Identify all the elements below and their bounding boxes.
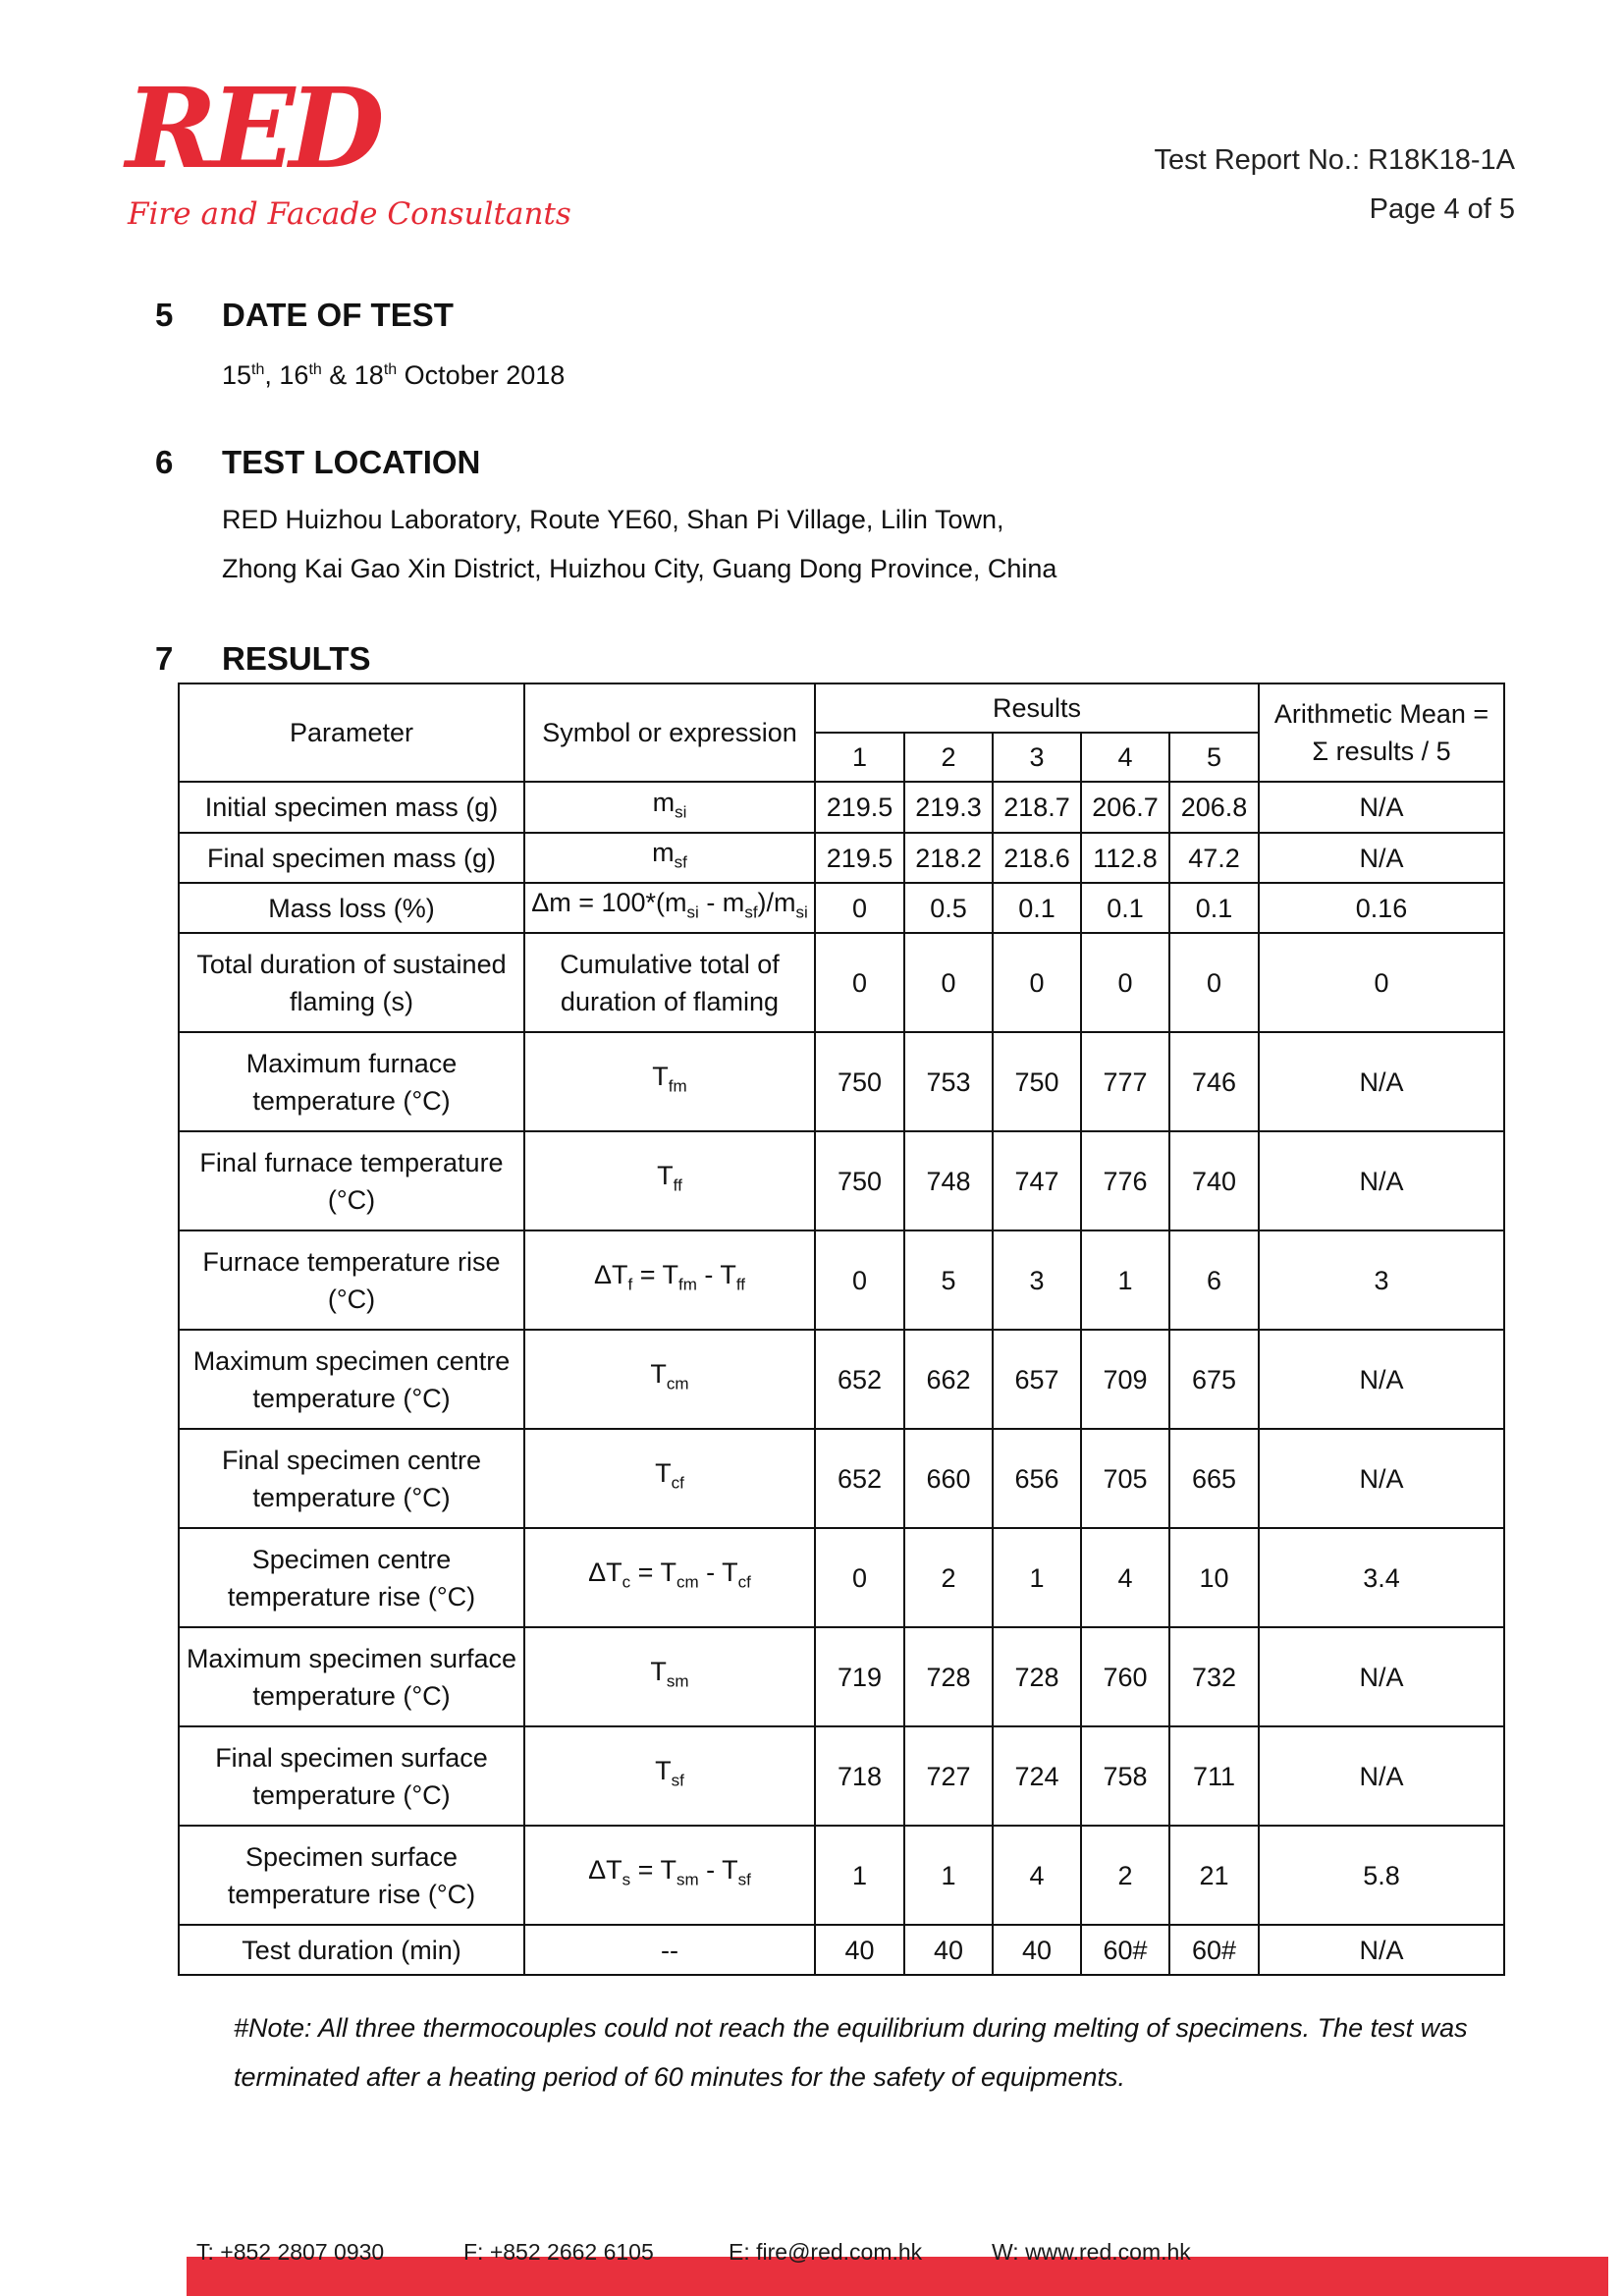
param-cell: Total duration of sustained flaming (s) (179, 933, 524, 1032)
symbol-cell: $T_{cf}$ (524, 1429, 815, 1528)
run-header: 3 (993, 733, 1081, 782)
param-cell: Mass loss (%) (179, 883, 524, 933)
mean-cell: N/A (1259, 1429, 1504, 1528)
value-cell: 218.2 (904, 833, 993, 883)
value-cell: 4 (993, 1826, 1081, 1925)
value-cell: 0 (993, 933, 1081, 1032)
table-row (179, 1230, 1504, 1330)
value-cell: 2 (1081, 1826, 1169, 1925)
section-7-number: 7 (155, 640, 174, 677)
value-cell: 60# (1169, 1925, 1259, 1975)
footer-telephone: T: +852 2807 0930 (196, 2239, 385, 2265)
run-header: 4 (1081, 733, 1169, 782)
table-row (179, 1032, 1504, 1131)
mean-cell: N/A (1259, 1627, 1504, 1726)
param-cell: Final specimen centre temperature (°C) (179, 1429, 524, 1528)
symbol-cell: $T_{sm}$ (524, 1627, 815, 1726)
value-cell: 219.5 (815, 833, 904, 883)
symbol-cell: $\Delta T_c = T_{cm} - T_{cf}$ (524, 1528, 815, 1627)
value-cell: 218.7 (993, 782, 1081, 833)
logo-tagline: Fire and Facade Consultants (128, 196, 571, 232)
value-cell: 728 (993, 1627, 1081, 1726)
table-row (179, 1330, 1504, 1429)
value-cell: 758 (1081, 1726, 1169, 1826)
value-cell: 21 (1169, 1826, 1259, 1925)
table-row (179, 1429, 1504, 1528)
value-cell: 748 (904, 1131, 993, 1230)
run-header: 2 (904, 733, 993, 782)
value-cell: 60# (1081, 1925, 1169, 1975)
value-cell: 709 (1081, 1330, 1169, 1429)
table-note: #Note: All three thermocouples could not reach the equilibrium during melting of specimens. The test was terminated after a heating period of 60 minutes for the safety of equipments. (234, 2013, 1468, 2092)
value-cell: 0 (815, 933, 904, 1032)
value-cell: 2 (904, 1528, 993, 1627)
value-cell: 112.8 (1081, 833, 1169, 883)
table-row (179, 883, 1504, 933)
param-cell: Maximum specimen surface temperature (°C) (179, 1627, 524, 1726)
param-cell: Specimen centre temperature rise (°C) (179, 1528, 524, 1627)
section-6-number: 6 (155, 444, 174, 480)
value-cell: 732 (1169, 1627, 1259, 1726)
mean-cell: 5.8 (1259, 1826, 1504, 1925)
param-cell: Maximum specimen centre temperature (°C) (179, 1330, 524, 1429)
mean-cell: N/A (1259, 1330, 1504, 1429)
value-cell: 711 (1169, 1726, 1259, 1826)
param-cell: Final specimen surface temperature (°C) (179, 1726, 524, 1826)
value-cell: 0.1 (1081, 883, 1169, 933)
value-cell: 0 (904, 933, 993, 1032)
value-cell: 740 (1169, 1131, 1259, 1230)
value-cell: 10 (1169, 1528, 1259, 1627)
value-cell: 206.7 (1081, 782, 1169, 833)
symbol-cell: $T_{cm}$ (524, 1330, 815, 1429)
value-cell: 665 (1169, 1429, 1259, 1528)
value-cell: 40 (993, 1925, 1081, 1975)
mean-cell: N/A (1259, 1131, 1504, 1230)
value-cell: 3 (993, 1230, 1081, 1330)
value-cell: 0 (815, 883, 904, 933)
value-cell: 0.1 (1169, 883, 1259, 933)
value-cell: 218.6 (993, 833, 1081, 883)
mean-cell: N/A (1259, 833, 1504, 883)
symbol-cell: $\Delta T_s = T_{sm} - T_{sf}$ (524, 1826, 815, 1925)
footer-website[interactable]: W: www.red.com.hk (992, 2239, 1191, 2265)
value-cell: 660 (904, 1429, 993, 1528)
value-cell: 747 (993, 1131, 1081, 1230)
footer-fax: F: +852 2662 6105 (463, 2239, 654, 2265)
location-line-2: Zhong Kai Gao Xin District, Huizhou City, Guang Dong Province, China (222, 554, 1057, 583)
value-cell: 0 (1081, 933, 1169, 1032)
mean-cell: N/A (1259, 1925, 1504, 1975)
mean-cell: N/A (1259, 782, 1504, 833)
value-cell: 0 (815, 1528, 904, 1627)
location-line-1: RED Huizhou Laboratory, Route YE60, Shan Pi Village, Lilin Town, (222, 505, 1004, 534)
table-row (179, 933, 1504, 1032)
value-cell: 662 (904, 1330, 993, 1429)
header-results: Results (815, 683, 1259, 733)
value-cell: 753 (904, 1032, 993, 1131)
section-5-number: 5 (155, 297, 174, 333)
param-cell: Specimen surface temperature rise (°C) (179, 1826, 524, 1925)
value-cell: 6 (1169, 1230, 1259, 1330)
mean-cell: 0 (1259, 933, 1504, 1032)
value-cell: 4 (1081, 1528, 1169, 1627)
value-cell: 657 (993, 1330, 1081, 1429)
test-dates: 15th, 16th & 18th October 2018 (222, 360, 566, 390)
param-cell: Initial specimen mass (g) (179, 782, 524, 833)
value-cell: 746 (1169, 1032, 1259, 1131)
value-cell: 724 (993, 1726, 1081, 1826)
symbol-cell: $T_{fm}$ (524, 1032, 815, 1131)
symbol-cell: $\Delta T_f = T_{fm} - T_{ff}$ (524, 1230, 815, 1330)
value-cell: 777 (1081, 1032, 1169, 1131)
value-cell: 1 (993, 1528, 1081, 1627)
value-cell: 0 (1169, 933, 1259, 1032)
value-cell: 219.3 (904, 782, 993, 833)
value-cell: 750 (815, 1131, 904, 1230)
value-cell: 47.2 (1169, 833, 1259, 883)
param-cell: Furnace temperature rise (°C) (179, 1230, 524, 1330)
value-cell: 1 (1081, 1230, 1169, 1330)
table-row (179, 1925, 1504, 1975)
report-number: Test Report No.: R18K18-1A (1154, 144, 1515, 176)
table-row (179, 1528, 1504, 1627)
table-row (179, 1726, 1504, 1826)
logo-wordmark: RED (126, 65, 379, 193)
value-cell: 718 (815, 1726, 904, 1826)
symbol-cell: $\Delta m = 100*(m_{si} - m_{sf})/m_{si}$ (524, 883, 815, 933)
value-cell: 727 (904, 1726, 993, 1826)
value-cell: 1 (904, 1826, 993, 1925)
header-parameter: Parameter (179, 683, 524, 782)
value-cell: 0 (815, 1230, 904, 1330)
value-cell: 5 (904, 1230, 993, 1330)
mean-cell: 3.4 (1259, 1528, 1504, 1627)
value-cell: 719 (815, 1627, 904, 1726)
run-header: 1 (815, 733, 904, 782)
param-cell: Final specimen mass (g) (179, 833, 524, 883)
footer-email[interactable]: E: fire@red.com.hk (729, 2239, 923, 2265)
value-cell: 40 (815, 1925, 904, 1975)
value-cell: 728 (904, 1627, 993, 1726)
value-cell: 750 (815, 1032, 904, 1131)
symbol-cell: $T_{ff}$ (524, 1131, 815, 1230)
symbol-cell: $m_{si}$ (524, 782, 815, 833)
param-cell: Final furnace temperature (°C) (179, 1131, 524, 1230)
value-cell: 0.5 (904, 883, 993, 933)
param-cell: Test duration (min) (179, 1925, 524, 1975)
page-number: Page 4 of 5 (1369, 193, 1515, 225)
symbol-cell: $m_{sf}$ (524, 833, 815, 883)
value-cell: 760 (1081, 1627, 1169, 1726)
value-cell: 219.5 (815, 782, 904, 833)
value-cell: 750 (993, 1032, 1081, 1131)
section-7-title: RESULTS (222, 640, 371, 677)
mean-cell: N/A (1259, 1726, 1504, 1826)
table-row (179, 833, 1504, 883)
value-cell: 1 (815, 1826, 904, 1925)
results-table (178, 683, 1505, 1976)
value-cell: 656 (993, 1429, 1081, 1528)
report-header (1154, 136, 1515, 234)
section-6-title: TEST LOCATION (222, 444, 481, 480)
header-arithmetic-mean (1259, 683, 1504, 782)
table-row (179, 1627, 1504, 1726)
value-cell: 652 (815, 1429, 904, 1528)
mean-cell: N/A (1259, 1032, 1504, 1131)
table-row (179, 1826, 1504, 1925)
value-cell: 652 (815, 1330, 904, 1429)
table-row (179, 782, 1504, 833)
section-5-title: DATE OF TEST (222, 297, 454, 333)
table-row (179, 1131, 1504, 1230)
symbol-cell: Cumulative total of duration of flaming (524, 933, 815, 1032)
header-symbol: Symbol or expression (524, 683, 815, 782)
value-cell: 206.8 (1169, 782, 1259, 833)
mean-cell: 3 (1259, 1230, 1504, 1330)
run-header: 5 (1169, 733, 1259, 782)
value-cell: 675 (1169, 1330, 1259, 1429)
value-cell: 40 (904, 1925, 993, 1975)
header-mean-line-2: Σ results / 5 (1312, 737, 1451, 766)
mean-cell: 0.16 (1259, 883, 1504, 933)
value-cell: 776 (1081, 1131, 1169, 1230)
symbol-cell: $T_{sf}$ (524, 1726, 815, 1826)
param-cell: Maximum furnace temperature (°C) (179, 1032, 524, 1131)
value-cell: 0.1 (993, 883, 1081, 933)
header-mean-line-1: Arithmetic Mean = (1273, 699, 1489, 729)
symbol-cell: -- (524, 1925, 815, 1975)
value-cell: 705 (1081, 1429, 1169, 1528)
red-logo (126, 65, 571, 247)
